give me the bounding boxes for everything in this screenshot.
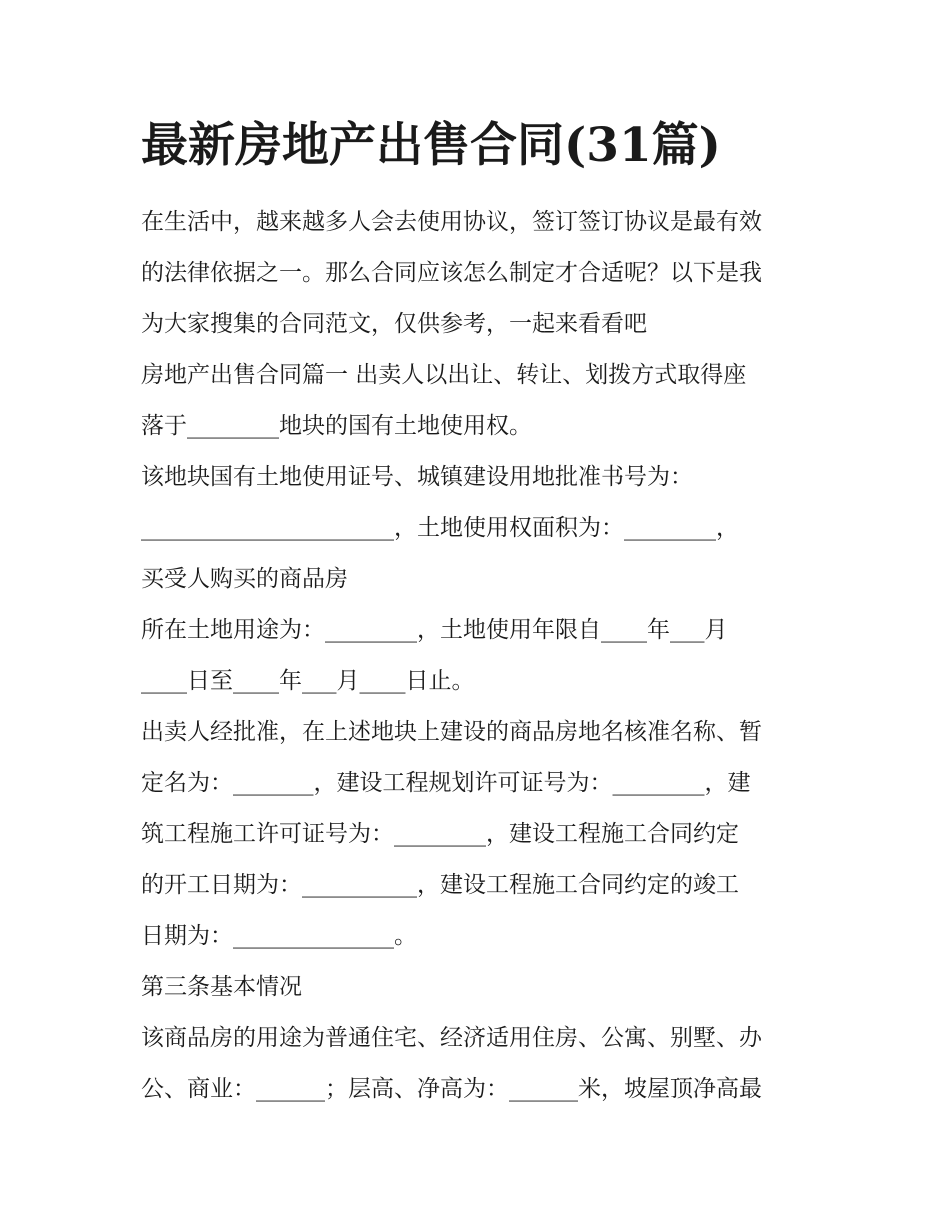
text-line: 该商品房的用途为普通住宅、经济适用住房、公寓、别墅、办 <box>141 1025 762 1051</box>
text-line: 所在土地用途为：________，土地使用年限自____年___月 <box>141 617 728 643</box>
text-line: ______________________，土地使用权面积为：________， <box>141 515 739 541</box>
text-line: 为大家搜集的合同范文，仅供参考，一起来看看吧 <box>141 311 647 337</box>
text-line: 的开工日期为：__________，建设工程施工合同约定的竣工 <box>141 872 739 898</box>
text-line: 落于________地块的国有土地使用权。 <box>141 413 532 439</box>
text-line: 定名为：_______，建设工程规划许可证号为：________，建 <box>141 770 751 796</box>
text-line: 房地产出售合同篇一 出卖人以出让、转让、划拨方式取得座 <box>141 362 747 388</box>
text-line: 在生活中，越来越多人会去使用协议，签订签订协议是最有效 <box>141 209 762 235</box>
text-line: ____日至____年___月____日止。 <box>141 668 475 694</box>
text-line: 买受人购买的商品房 <box>141 566 348 592</box>
text-line: 第三条基本情况 <box>141 974 302 1000</box>
text-line: 出卖人经批准，在上述地块上建设的商品房地名核准名称、暂 <box>141 719 762 745</box>
text-line: 筑工程施工许可证号为：________，建设工程施工合同约定 <box>141 821 739 847</box>
document-body <box>141 197 821 1115</box>
text-line: 该地块国有土地使用证号、城镇建设用地批准书号为： <box>141 464 693 490</box>
text-line: 日期为：______________。 <box>141 923 417 949</box>
text-line: 的法律依据之一。那么合同应该怎么制定才合适呢？以下是我 <box>141 260 762 286</box>
text-line: 公、商业：______；层高、净高为：______米，坡屋顶净高最 <box>141 1076 762 1102</box>
document-title: 最新房地产出售合同(31篇) <box>141 118 721 173</box>
